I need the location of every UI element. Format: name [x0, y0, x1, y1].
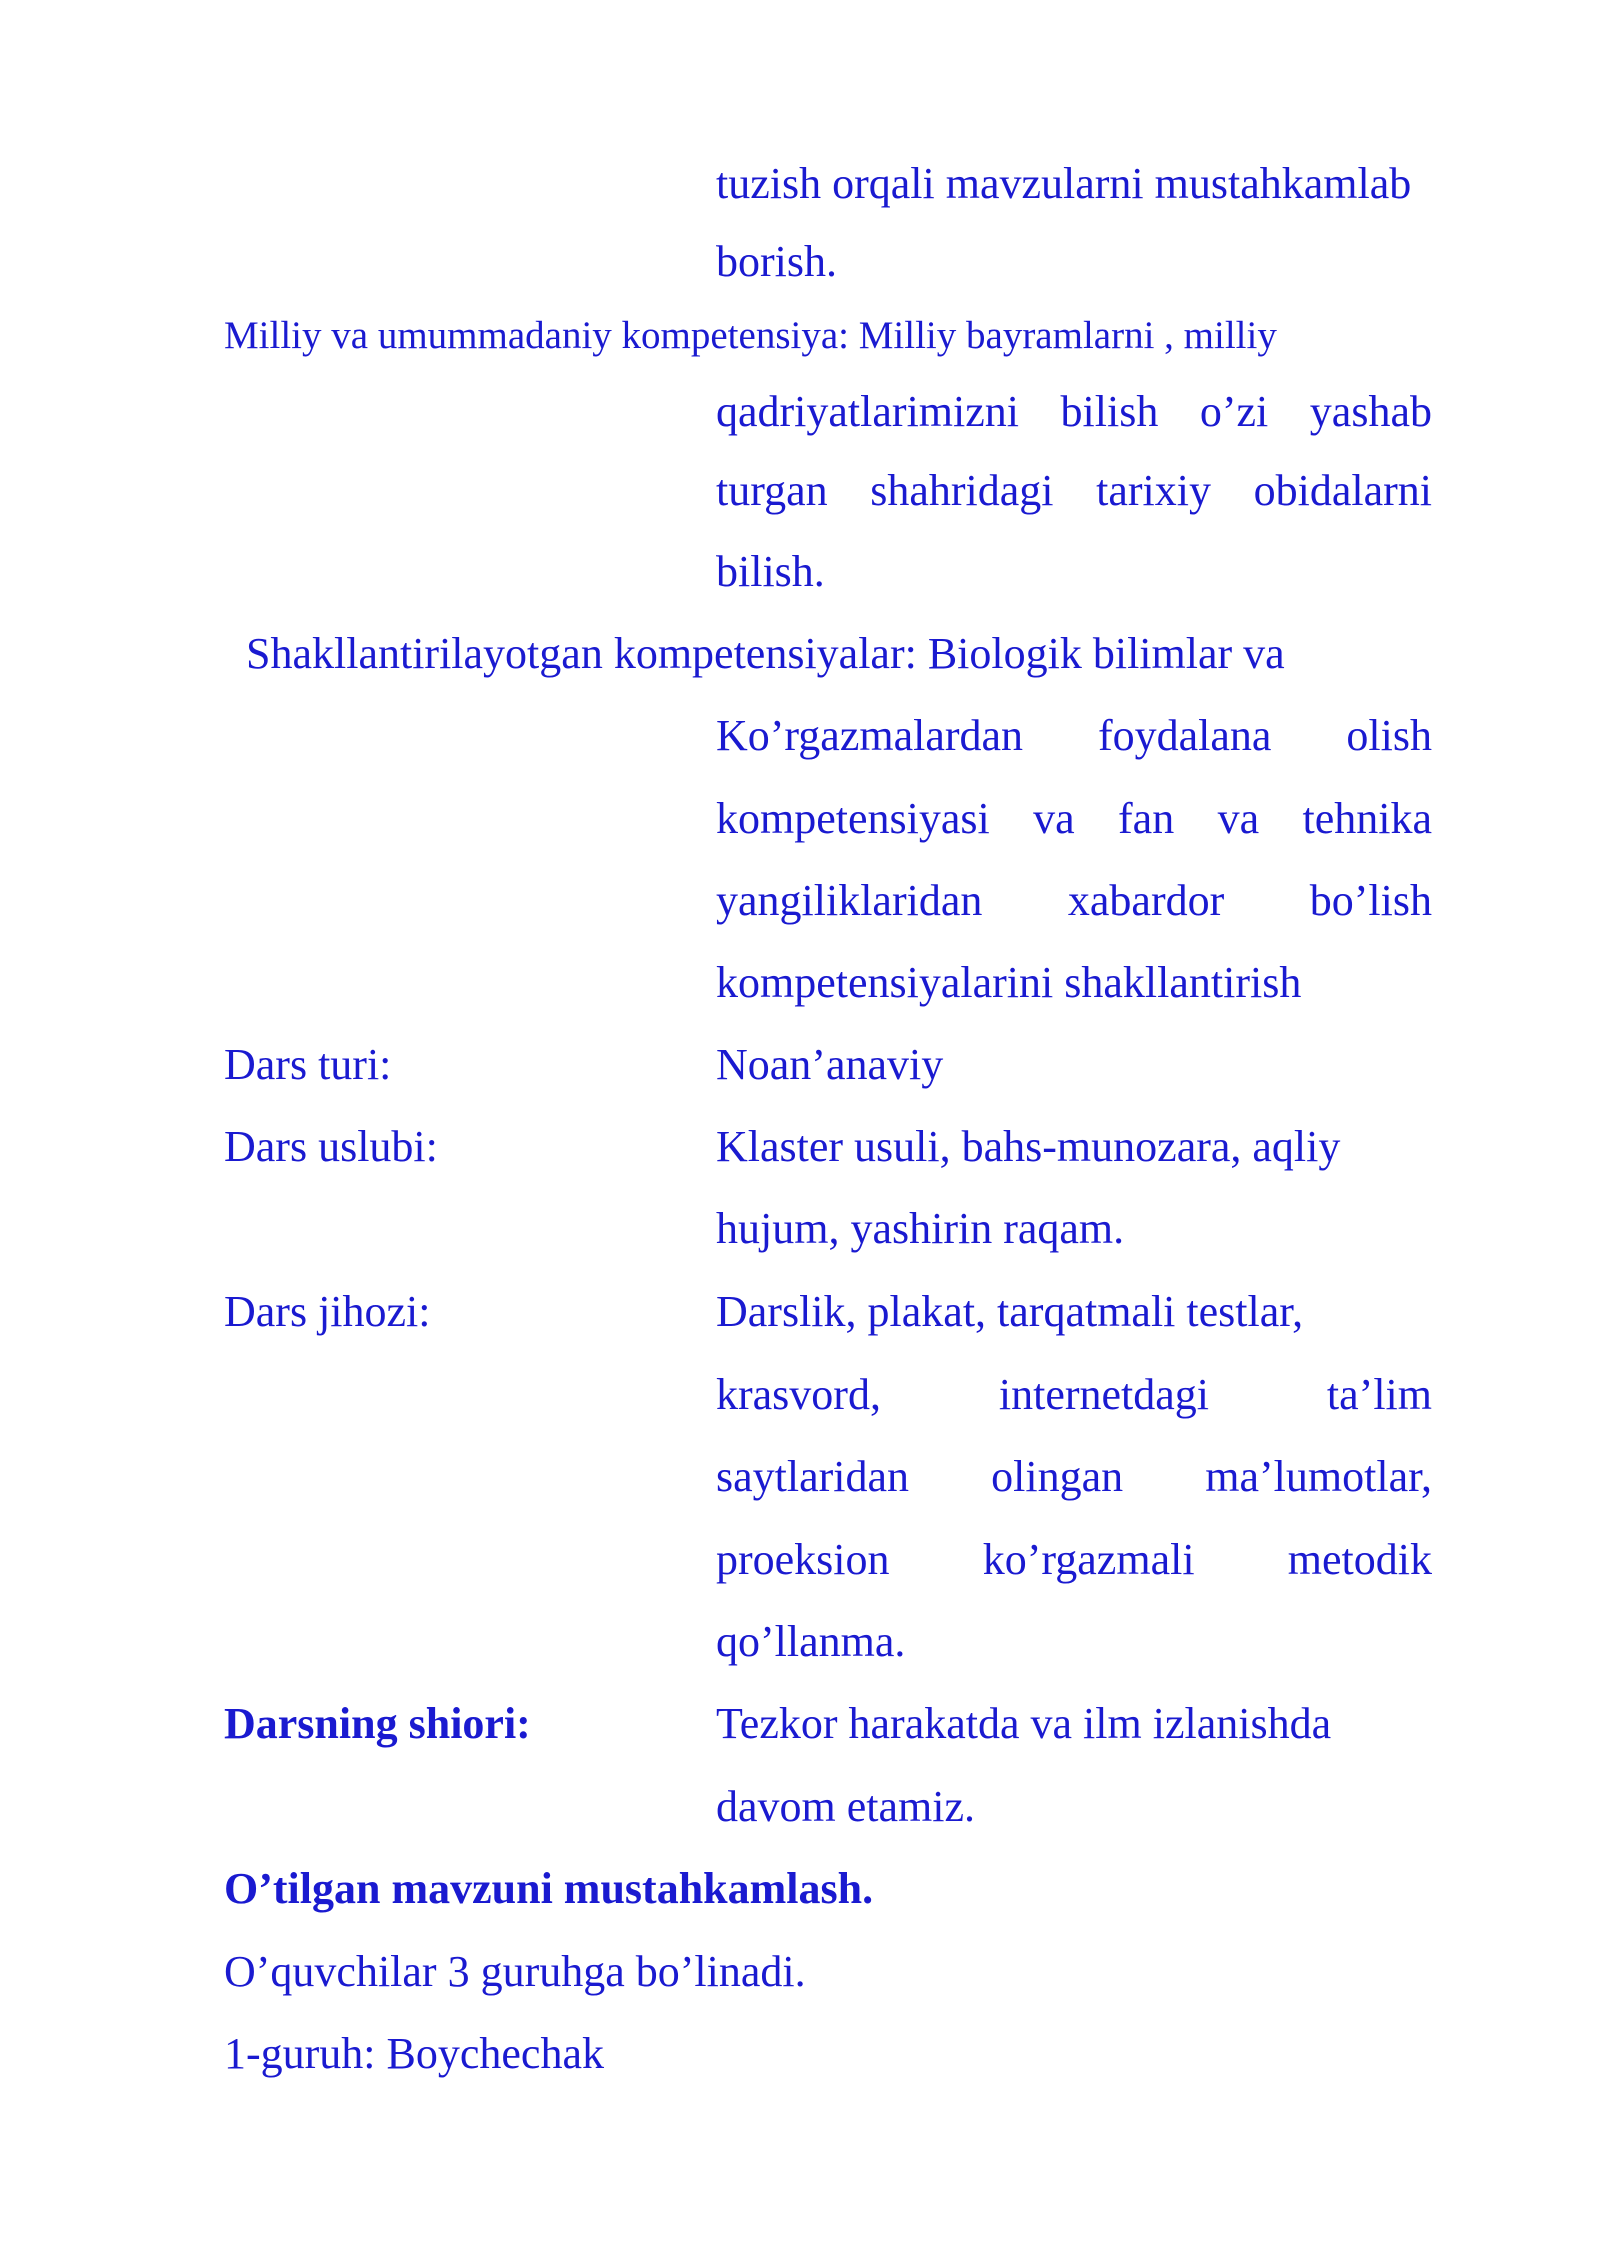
field-value-shiori: Tezkor harakatda va ilm izlanishda: [716, 1699, 1332, 1748]
paragraph-line: 1-guruh: Boychechak: [224, 2029, 604, 2078]
field-value-dars-jihozi: Darslik, plakat, tarqatmali testlar,: [716, 1287, 1304, 1336]
field-value-shiori: davom etamiz.: [716, 1782, 976, 1831]
text-line: qadriyatlarimizni bilish o’zi yashab: [716, 387, 1432, 436]
field-value-dars-jihozi: krasvord, internetdagi ta’lim: [716, 1370, 1432, 1419]
field-label-shiori: Darsning shiori:: [224, 1699, 531, 1748]
text-line: Ko’rgazmalardan foydalana olish: [716, 711, 1432, 760]
field-label-dars-jihozi: Dars jihozi:: [224, 1287, 431, 1336]
text-line: yangiliklaridan xabardor bo’lish: [716, 876, 1432, 925]
field-value-dars-jihozi: proeksion ko’rgazmali metodik: [716, 1535, 1432, 1584]
section-heading: O’tilgan mavzuni mustahkamlash.: [224, 1864, 874, 1913]
field-value-dars-uslubi: hujum, yashirin raqam.: [716, 1204, 1125, 1253]
text-line: turgan shahridagi tarixiy obidalarni: [716, 466, 1432, 515]
text-line: kompetensiyasi va fan va tehnika: [716, 794, 1432, 843]
field-value-dars-jihozi: qo’llanma.: [716, 1617, 906, 1666]
competency-heading-forming: Shakllantirilayotgan kompetensiyalar: Biologik bilimlar va: [246, 629, 1285, 678]
paragraph-line: O’quvchilar 3 guruhga bo’linadi.: [224, 1947, 806, 1996]
competency-heading-national: Milliy va umummadaniy kompetensiya: Milliy bayramlarni , milliy: [224, 314, 1277, 357]
field-value-dars-jihozi: saytlaridan olingan ma’lumotlar,: [716, 1452, 1432, 1501]
field-value-dars-uslubi: Klaster usuli, bahs-munozara, aqliy: [716, 1122, 1341, 1171]
field-label-dars-uslubi: Dars uslubi:: [224, 1122, 438, 1171]
text-line: borish.: [716, 237, 837, 286]
text-line: tuzish orqali mavzularni mustahkamlab: [716, 159, 1412, 208]
text-line: kompetensiyalarini shakllantirish: [716, 958, 1302, 1007]
field-value-dars-turi: Noan’anaviy: [716, 1040, 944, 1089]
text-line: bilish.: [716, 547, 825, 596]
field-label-dars-turi: Dars turi:: [224, 1040, 392, 1089]
